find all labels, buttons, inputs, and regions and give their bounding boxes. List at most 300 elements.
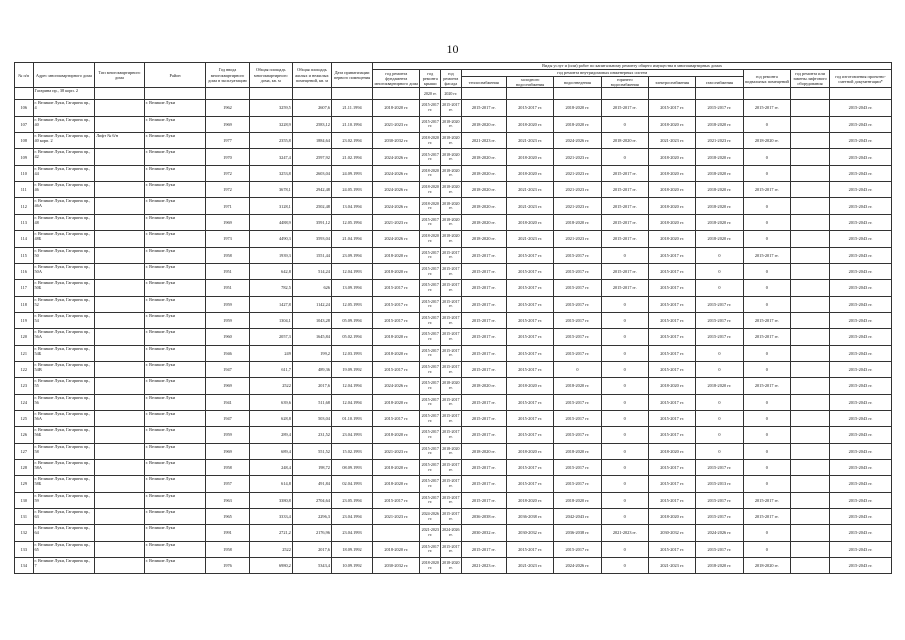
cell-lift — [790, 492, 829, 508]
cell-sewer: 2015-2017 гг. — [554, 263, 601, 279]
cell-cold-water: 2018-2020 гг. — [506, 149, 553, 165]
cell-gas: 2018-2020 гг. — [696, 149, 743, 165]
cell-lift — [790, 312, 829, 328]
cell-total-area: 249 — [249, 345, 292, 361]
cell-address: г. Великие Луки, Гагарина пр., 42 — [33, 149, 95, 165]
cell-address: г. Великие Луки, Гагарина пр., 7 — [33, 558, 95, 574]
cell-roof: 2018-2020 гг. — [420, 182, 441, 198]
cell-district: г. Великие Луки — [144, 525, 206, 541]
cell-type — [95, 509, 144, 525]
cell-district: г. Великие Луки — [144, 492, 206, 508]
cell-heat: 2015-2017 гг. — [461, 312, 506, 328]
cell-num: 112 — [15, 198, 34, 214]
cell-hot-water: 0 — [601, 116, 648, 132]
table-row — [15, 410, 892, 426]
table-row — [15, 378, 892, 394]
cell-foundation: 2015-2017 гг. — [373, 296, 420, 312]
cell-hot-water: 2015-2017 гг. — [601, 231, 648, 247]
cell-hot-water: 0 — [601, 329, 648, 345]
cell-heat: 2015-2017 гг. — [461, 263, 506, 279]
cell-sewer: 2021-2023 гг. — [554, 231, 601, 247]
cell-living-area: 2583,12 — [292, 116, 331, 132]
cell-district: г. Великие Луки — [144, 459, 206, 475]
cell-type — [95, 410, 144, 426]
cell-type — [95, 541, 144, 557]
cell-year: 1973 — [206, 231, 249, 247]
cell-psd: 2015-2043 гг. — [830, 558, 892, 574]
cell-privatization-date: 12.05.1994 — [331, 214, 372, 230]
cell-facade: 2018-2020 гг. — [441, 149, 462, 165]
header-type: Тип многоквартирного дома — [95, 63, 144, 88]
cell-hot-water: 0 — [601, 427, 648, 443]
cell-hot-water: 0 — [601, 312, 648, 328]
cell-num: 117 — [15, 280, 34, 296]
cell-empty — [373, 88, 420, 100]
cell-gas: 2015-2017 гг. — [696, 312, 743, 328]
cell-num: 131 — [15, 509, 34, 525]
cell-lift — [790, 394, 829, 410]
cell-living-area: 1884,64 — [292, 133, 331, 149]
cell-gas: 0 — [696, 280, 743, 296]
cell-basement: 2018-2020 гг. — [743, 133, 790, 149]
cell-total-area: 3228,9 — [249, 116, 292, 132]
cell-address: г. Великие Луки, Гагарина пр., 58Б — [33, 476, 95, 492]
cell-cold-water: 2015-2017 гг. — [506, 296, 553, 312]
cell-privatization-date: 10.09.1992 — [331, 558, 372, 574]
cell-sewer: 2021-2023 гг. — [554, 198, 601, 214]
table-row — [15, 427, 892, 443]
cell-lift — [790, 476, 829, 492]
cell-district: г. Великие Луки — [144, 361, 206, 377]
cell-empty — [506, 88, 553, 100]
cell-roof: 2015-2017 гг. — [420, 427, 441, 443]
cell-heat: 2015-2017 гг. — [461, 459, 506, 475]
cell-roof: 2015-2017 гг. — [420, 263, 441, 279]
cell-basement: 0 — [743, 231, 790, 247]
cell-privatization-date: 23.05.1994 — [331, 492, 372, 508]
cell-foundation: 2021-2023 гг. — [373, 116, 420, 132]
cell-roof: 2015-2017 гг. — [420, 280, 441, 296]
cell-type — [95, 492, 144, 508]
cell-hot-water: 2015-2017 гг. — [601, 182, 648, 198]
cell-address: г. Великие Луки, Гагарина пр., 54В — [33, 361, 95, 377]
cell-roof: 2015-2017 гг. — [420, 312, 441, 328]
cell-year: 1960 — [206, 329, 249, 345]
cell-facade: 2015-2017 гг. — [441, 541, 462, 557]
cell-total-area: 1939,3 — [249, 247, 292, 263]
cell-num: 133 — [15, 541, 34, 557]
cell-total-area: 248,4 — [249, 459, 292, 475]
cell-year: 1969 — [206, 214, 249, 230]
cell-empty — [144, 88, 206, 100]
cell-electric: 2030-2032 гг. — [648, 525, 695, 541]
header-gas: газоснабжения — [696, 77, 743, 88]
cell-address: г. Великие Луки, Гагарина пр., 4 — [33, 100, 95, 116]
cell-facade: 2018-2020 гг. — [441, 231, 462, 247]
cell-empty — [554, 88, 601, 100]
cell-sewer: 2015-2017 гг. — [554, 476, 601, 492]
cell-basement: 0 — [743, 280, 790, 296]
header-lift-year: год ремонта или замены лифтового оборудования — [790, 70, 829, 88]
header-living-area: Общая площадь жилых и нежилых помещений, кв. м — [292, 63, 331, 88]
cell-roof: 2015-2017 гг. — [420, 492, 441, 508]
cell-gas: 0 — [696, 410, 743, 426]
cell-psd: 2015-2043 гг. — [830, 149, 892, 165]
cell-basement: 2015-2017 гг. — [743, 492, 790, 508]
cell-psd: 2015-2043 гг. — [830, 214, 892, 230]
cell-sewer: 2021-2023 гг. — [554, 165, 601, 181]
cell-hot-water: 0 — [601, 558, 648, 574]
cell-lift — [790, 525, 829, 541]
cell-district: г. Великие Луки — [144, 133, 206, 149]
header-num: № п/п — [15, 63, 34, 88]
cell-gas: 0 — [696, 394, 743, 410]
table-row — [15, 280, 892, 296]
cell-total-area: 3247,4 — [249, 149, 292, 165]
cell-gas: 0 — [696, 345, 743, 361]
cell-lift — [790, 231, 829, 247]
cell-electric: 2015-2017 гг. — [648, 345, 695, 361]
cell-heat: 2015-2017 гг. — [461, 492, 506, 508]
cell-hot-water: 0 — [601, 378, 648, 394]
table-row — [15, 182, 892, 198]
cell-basement: 0 — [743, 394, 790, 410]
cell-type — [95, 525, 144, 541]
cell-psd: 2015-2043 гг. — [830, 182, 892, 198]
cell-heat: 2015-2017 гг. — [461, 329, 506, 345]
cell-living-area: 626 — [292, 280, 331, 296]
cell-heat: 2015-2017 гг. — [461, 394, 506, 410]
cell-psd: 2015-2043 гг. — [830, 492, 892, 508]
cell-type — [95, 378, 144, 394]
cell-living-area: 5343,4 — [292, 558, 331, 574]
cell-num: 121 — [15, 345, 34, 361]
cell-num: 118 — [15, 296, 34, 312]
cell-year: 1951 — [206, 280, 249, 296]
cell-heat: 2015-2017 гг. — [461, 410, 506, 426]
cell-facade: 2018-2020 гг. — [441, 133, 462, 149]
cell-privatization-date: 13.09.1994 — [331, 280, 372, 296]
cell-num: 116 — [15, 263, 34, 279]
cell-year: 1969 — [206, 116, 249, 132]
cell-facade: 2018-2020 гг. — [441, 443, 462, 459]
table-row — [15, 198, 892, 214]
cell-foundation: 2024-2026 гг. — [373, 182, 420, 198]
cell-cold-water: 2015-2017 гг. — [506, 427, 553, 443]
cell-empty — [461, 88, 506, 100]
cell-living-area: 491,84 — [292, 476, 331, 492]
cell-num: 127 — [15, 443, 34, 459]
cell-lift — [790, 329, 829, 345]
cell-living-area: 3591,12 — [292, 214, 331, 230]
cell-gas: 2015-2017 гг. — [696, 541, 743, 557]
cell-foundation: 2015-2017 гг. — [373, 312, 420, 328]
table-row — [15, 247, 892, 263]
cell-lift — [790, 410, 829, 426]
cell-district: г. Великие Луки — [144, 443, 206, 459]
cell-district: г. Великие Луки — [144, 165, 206, 181]
cell-num: 123 — [15, 378, 34, 394]
cell-lift — [790, 345, 829, 361]
cell-gas: 2015-2017 гг. — [696, 296, 743, 312]
cell-gas: 2018-2020 гг. — [696, 165, 743, 181]
cell-address: г. Великие Луки, Гагарина пр., 56 — [33, 394, 95, 410]
cell-roof: 2024-2026 гг. — [420, 509, 441, 525]
cell-heat: 2015-2017 гг. — [461, 345, 506, 361]
cell-psd: 2015-2043 гг. — [830, 100, 892, 116]
cell-gas: 2015-2013 гг. — [696, 476, 743, 492]
cell-gas: 0 — [696, 427, 743, 443]
cell-foundation: 2018-2020 гг. — [373, 100, 420, 116]
cell-empty — [95, 88, 144, 100]
cell-facade: 2018-2020 гг. — [441, 198, 462, 214]
cell-heat: 2030-2032 гг. — [461, 525, 506, 541]
cell-roof: 2015-2017 гг. — [420, 459, 441, 475]
cell-district: г. Великие Луки — [144, 231, 206, 247]
cell-num: 111 — [15, 182, 34, 198]
cell-district: г. Великие Луки — [144, 247, 206, 263]
cell-hot-water: 0 — [601, 361, 648, 377]
cell-empty — [601, 88, 648, 100]
cell-address: г. Великие Луки, Гагарина пр., 55 — [33, 378, 95, 394]
cell-electric: 2018-2020 гг. — [648, 443, 695, 459]
cell-foundation: 2018-2020 гг. — [373, 345, 420, 361]
cell-roof: 2015-2017 гг. — [420, 378, 441, 394]
cell-cold-water: 2015-2017 гг. — [506, 345, 553, 361]
header-basement-year: год ремонта подвальных помещений — [743, 70, 790, 88]
cell-basement: 2015-2017 гг. — [743, 509, 790, 525]
cell-type — [95, 116, 144, 132]
cell-basement: 2015-2017 гг. — [743, 182, 790, 198]
cell-living-area: 2296,3 — [292, 509, 331, 525]
cell-sewer: 2018-2020 гг. — [554, 100, 601, 116]
cell-sewer: 2018-2020 гг. — [554, 492, 601, 508]
cell-type — [95, 231, 144, 247]
cell-electric: 2021-2023 гг. — [648, 558, 695, 574]
cell-sewer: 2042-2043 гг. — [554, 509, 601, 525]
cell-lift — [790, 247, 829, 263]
cell-gas: 2024-2026 гг. — [696, 525, 743, 541]
header-systems-group: год ремонта внутридомовых инженерных систем — [461, 70, 743, 77]
cell-facade: 2015-2017 гг. — [441, 492, 462, 508]
cell-heat: 2015-2017 гг. — [461, 296, 506, 312]
cell-total-area: 289,4 — [249, 427, 292, 443]
cell-heat: 2015-2017 гг. — [461, 427, 506, 443]
cell-privatization-date: 23.04.1993 — [331, 427, 372, 443]
cell-electric: 2018-2020 гг. — [648, 116, 695, 132]
cell-heat: 2018-2020 гг. — [461, 231, 506, 247]
cell-gas: 2018-2020 гг. — [696, 378, 743, 394]
cell-sewer: 2015-2017 гг. — [554, 345, 601, 361]
cell-electric: 2015-2017 гг. — [648, 312, 695, 328]
cell-total-area: 2721,2 — [249, 525, 292, 541]
cell-total-area: 639,6 — [249, 394, 292, 410]
cell-address: Гагарина пр., 38 корп. 2 — [33, 88, 95, 100]
cell-gas: 2015-2017 гг. — [696, 509, 743, 525]
cell-total-area: 642,8 — [249, 263, 292, 279]
cell-basement: 2015-2017 гг. — [743, 100, 790, 116]
cell-total-area: 3128,1 — [249, 198, 292, 214]
cell-cold-water: 2018-2020 гг. — [506, 443, 553, 459]
cell-district: г. Великие Луки — [144, 312, 206, 328]
cell-foundation: 2018-2020 гг. — [373, 329, 420, 345]
cell-year: 1947 — [206, 410, 249, 426]
table-row — [15, 263, 892, 279]
cell-address: г. Великие Луки, Гагарина пр., 50А — [33, 263, 95, 279]
cell-privatization-date: 19.09.1992 — [331, 361, 372, 377]
cell-roof: 2018-2020 гг. — [420, 198, 441, 214]
cell-address: г. Великие Луки, Гагарина пр., 50Б — [33, 280, 95, 296]
table-row — [15, 133, 892, 149]
cell-district: г. Великие Луки — [144, 296, 206, 312]
cell-facade: 2015-2017 гг. — [441, 459, 462, 475]
cell-basement: 0 — [743, 149, 790, 165]
cell-privatization-date: 12.05.1993 — [331, 296, 372, 312]
cell-living-area: 514,24 — [292, 263, 331, 279]
cell-type — [95, 263, 144, 279]
cell-hot-water: 0 — [601, 459, 648, 475]
cell-sewer: 2018-2020 гг. — [554, 116, 601, 132]
cell-roof: 2015-2017 гг. — [420, 100, 441, 116]
cell-foundation: 2018-2020 гг. — [373, 541, 420, 557]
cell-hot-water: 0 — [601, 394, 648, 410]
cell-electric: 2015-2017 гг. — [648, 476, 695, 492]
cell-psd: 2015-2043 гг. — [830, 263, 892, 279]
cell-facade: 2018-2020 гг. — [441, 378, 462, 394]
cell-basement: 0 — [743, 427, 790, 443]
cell-district: г. Великие Луки — [144, 509, 206, 525]
cell-foundation: 2015-2017 гг. — [373, 280, 420, 296]
cell-foundation: 2021-2023 гг. — [373, 509, 420, 525]
cell-foundation: 2018-2020 гг. — [373, 263, 420, 279]
cell-gas: 2018-2020 гг. — [696, 231, 743, 247]
cell-type — [95, 459, 144, 475]
cell-living-area: 2704,64 — [292, 492, 331, 508]
cell-lift — [790, 378, 829, 394]
cell-hot-water: 0 — [601, 509, 648, 525]
cell-year: 1977 — [206, 133, 249, 149]
cell-roof: 2015-2017 гг. — [420, 116, 441, 132]
cell-total-area: 3380,8 — [249, 492, 292, 508]
cell-cold-water: 2018-2020 гг. — [506, 214, 553, 230]
cell-foundation: 2018-2020 гг. — [373, 394, 420, 410]
cell-psd: 2015-2043 гг. — [830, 231, 892, 247]
table-row — [15, 149, 892, 165]
header-heat: теплоснабжения — [461, 77, 506, 88]
cell-psd: 2015-2043 гг. — [830, 280, 892, 296]
cell-empty — [331, 88, 372, 100]
cell-facade: 2018-2020 гг. — [441, 558, 462, 574]
table-row — [15, 231, 892, 247]
cell-living-area: 1142,24 — [292, 296, 331, 312]
table-header — [15, 63, 892, 88]
cell-sewer: 2015-2017 гг. — [554, 410, 601, 426]
header-psd-year: год изготовления проектно-сметной документации* — [830, 70, 892, 88]
cell-cold-water: 2018-2020 гг. — [506, 165, 553, 181]
cell-foundation: 2024-2026 гг. — [373, 149, 420, 165]
cell-lift — [790, 116, 829, 132]
cell-privatization-date: 05.02.1994 — [331, 329, 372, 345]
cell-cold-water: 2018-2020 гг. — [506, 492, 553, 508]
cell-year: 1958 — [206, 247, 249, 263]
cell-district: г. Великие Луки — [144, 214, 206, 230]
cell-privatization-date: 01.10.1993 — [331, 410, 372, 426]
cell-empty — [292, 88, 331, 100]
cell-sewer: 2015-2017 гг. — [554, 459, 601, 475]
repair-schedule-table — [14, 62, 892, 574]
table-row — [15, 116, 892, 132]
cell-hot-water: 0 — [601, 541, 648, 557]
cell-privatization-date: 12.04.1994 — [331, 394, 372, 410]
cell-district: г. Великие Луки — [144, 198, 206, 214]
cell-foundation: 2018-2020 гг. — [373, 427, 420, 443]
cell-cold-water: 2015-2017 гг. — [506, 280, 553, 296]
cell-basement: 0 — [743, 214, 790, 230]
cell-heat: 2018-2020 гг. — [461, 443, 506, 459]
cell-sewer: 2015-2017 гг. — [554, 427, 601, 443]
cell-privatization-date: 13.04.1994 — [331, 198, 372, 214]
cell-basement: 2015-2017 гг. — [743, 378, 790, 394]
cell-district: г. Великие Луки — [144, 476, 206, 492]
cell-cold-water: 2015-2017 гг. — [506, 541, 553, 557]
cell-roof: 2015-2017 гг. — [420, 541, 441, 557]
cell-total-area: 3678,1 — [249, 182, 292, 198]
cell-district: г. Великие Луки — [144, 280, 206, 296]
cell-lift — [790, 100, 829, 116]
cell-privatization-date: 15.02.1993 — [331, 443, 372, 459]
table-row — [15, 296, 892, 312]
cell-year: 1962 — [206, 100, 249, 116]
cell-type — [95, 427, 144, 443]
cell-living-area: 2176,96 — [292, 525, 331, 541]
table-row — [15, 165, 892, 181]
cell-year: 1970 — [206, 149, 249, 165]
cell-cold-water: 2015-2017 гг. — [506, 361, 553, 377]
cell-electric: 2015-2017 гг. — [648, 361, 695, 377]
cell-address: г. Великие Луки, Гагарина пр., 59 — [33, 492, 95, 508]
cell-electric: 2018-2020 гг. — [648, 214, 695, 230]
table-body — [15, 88, 892, 574]
cell-empty — [830, 88, 892, 100]
cell-privatization-date: 21.11.1994 — [331, 100, 372, 116]
cell-type — [95, 296, 144, 312]
cell-facade: 2015-2017 гг. — [441, 509, 462, 525]
cell-num: 125 — [15, 410, 34, 426]
cell-empty — [790, 88, 829, 100]
cell-gas: 0 — [696, 263, 743, 279]
cell-facade: 2018-2020 гг. — [441, 214, 462, 230]
cell-type — [95, 361, 144, 377]
cell-gas: 2018-2020 гг. — [696, 116, 743, 132]
cell-privatization-date: 24.09.1993 — [331, 165, 372, 181]
cell-living-area: 2603,04 — [292, 165, 331, 181]
cell-district: г. Великие Луки — [144, 263, 206, 279]
cell-facade: 2020 гг. — [441, 88, 462, 100]
cell-cold-water: 2021-2023 гг. — [506, 198, 553, 214]
header-total-area: Общая площадь многоквартирного дома, кв. м — [249, 63, 292, 88]
cell-lift — [790, 509, 829, 525]
cell-roof: 2015-2017 гг. — [420, 443, 441, 459]
cell-district: г. Великие Луки — [144, 378, 206, 394]
cell-cold-water: 2015-2017 гг. — [506, 459, 553, 475]
cell-foundation: 2024-2026 гг. — [373, 231, 420, 247]
cell-total-area: 689,4 — [249, 443, 292, 459]
cell-electric: 2018-2020 гг. — [648, 198, 695, 214]
cell-basement: 0 — [743, 410, 790, 426]
cell-num: 106 — [15, 100, 34, 116]
cell-address: г. Великие Луки, Гагарина пр., 46А — [33, 198, 95, 214]
cell-sewer: 2024-2026 гг. — [554, 558, 601, 574]
